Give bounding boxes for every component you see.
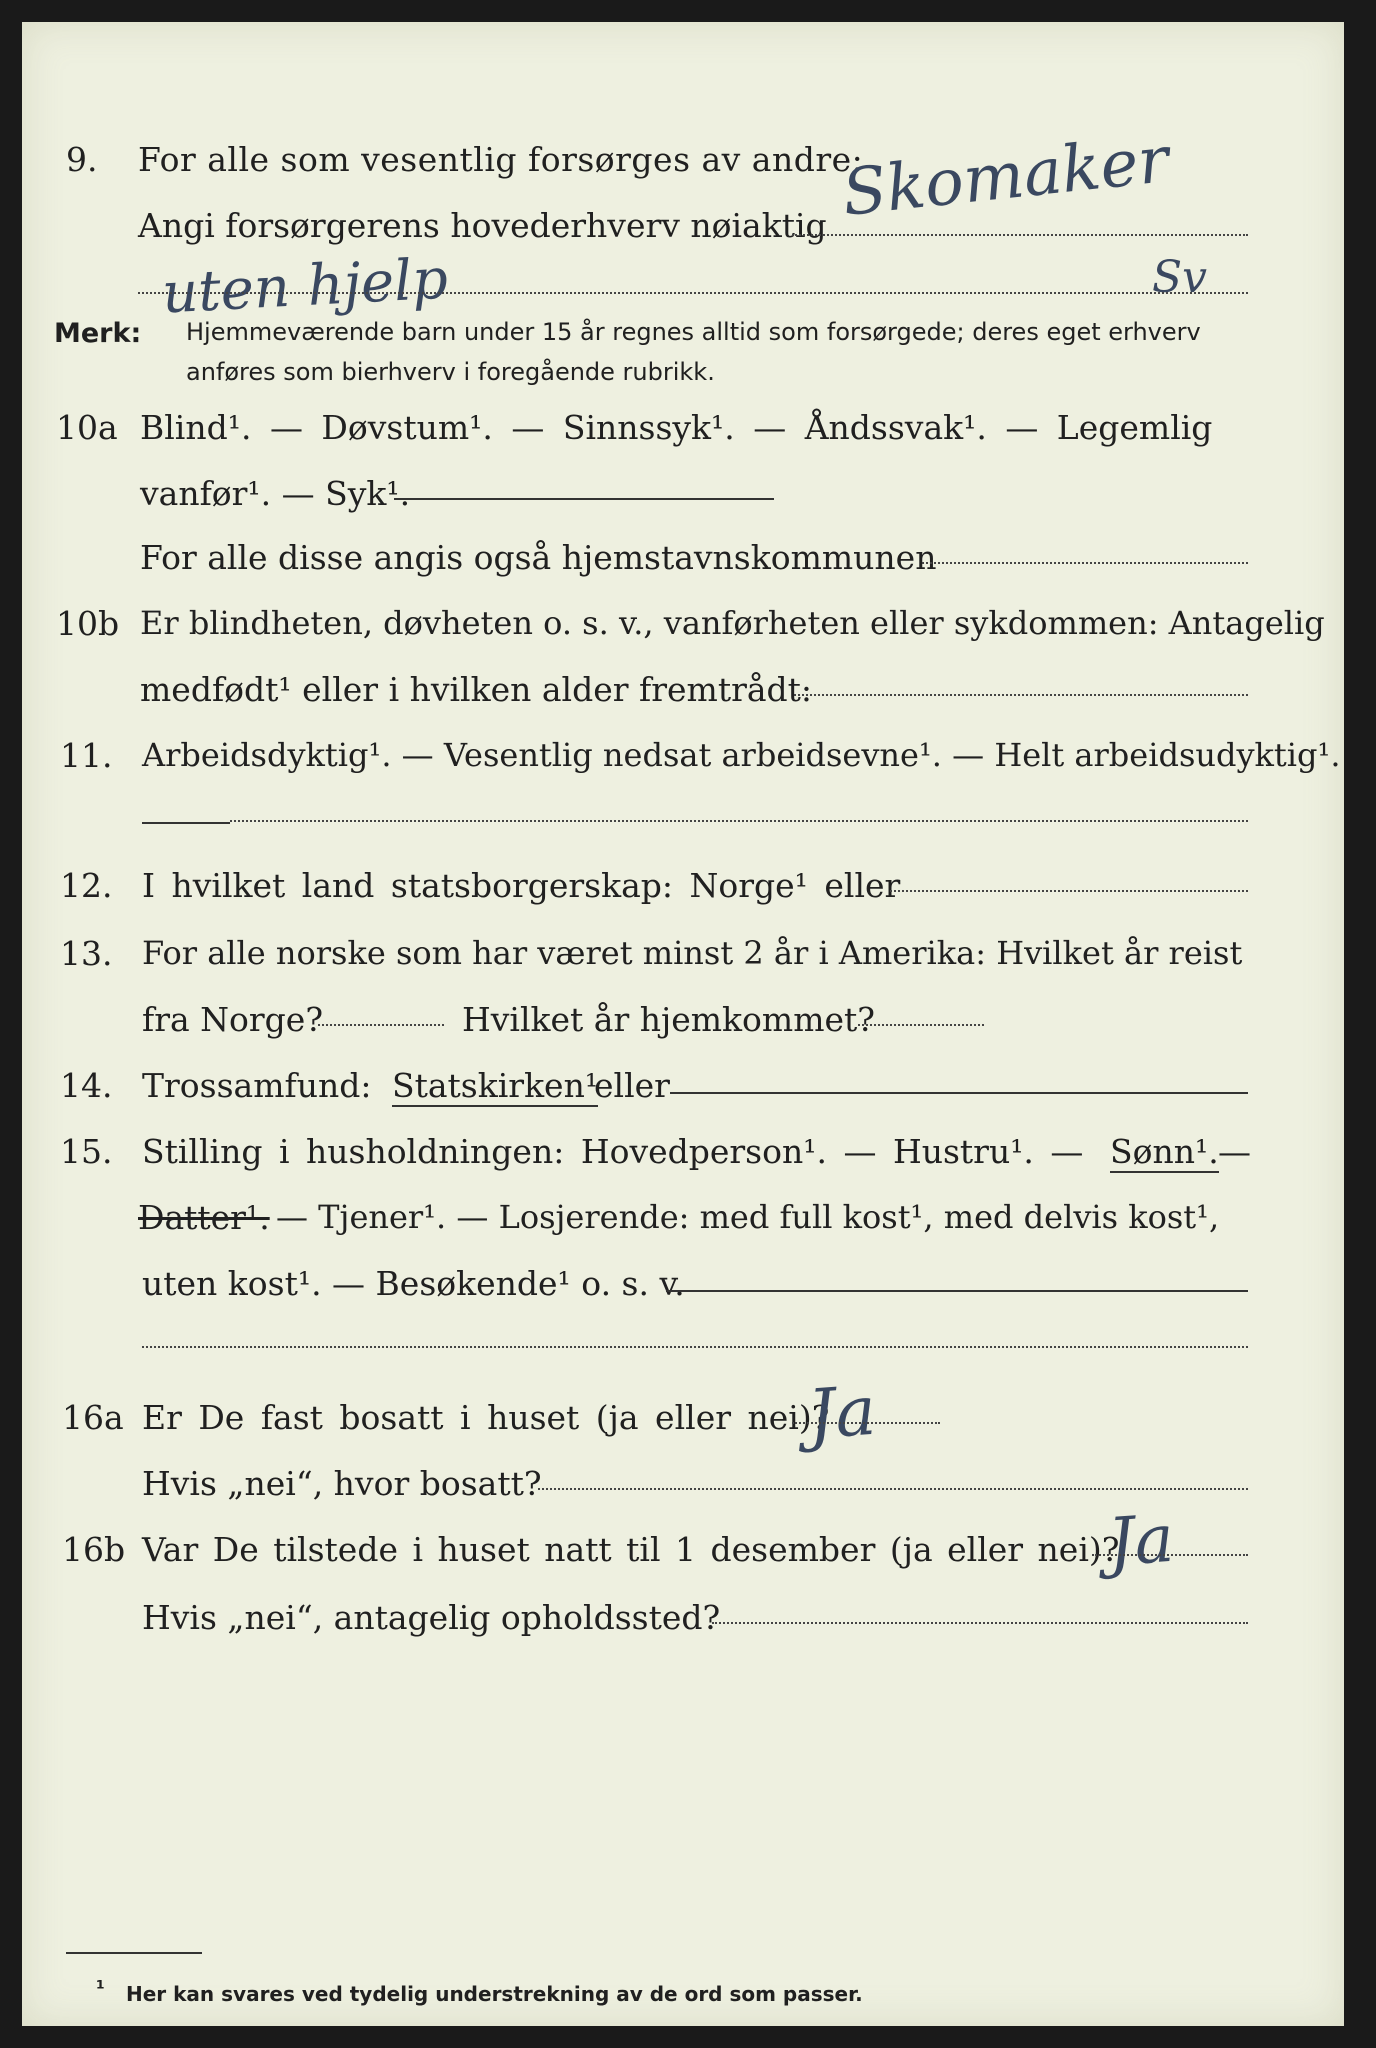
q15-option-sonn: Sønn¹. <box>1110 1132 1219 1171</box>
q10a-number: 10a <box>56 408 118 447</box>
q10b-number: 10b <box>56 604 120 643</box>
q16a-handwritten-answer: Ja <box>805 1371 879 1456</box>
merk-line1: Hjemmeværende barn under 15 år regnes alltid som forsørgede; deres eget erhverv <box>186 318 1201 346</box>
q16b-number: 16b <box>62 1530 126 1569</box>
q15-answer-line <box>666 1290 1248 1292</box>
q10b-line2: medfødt¹ eller i hvilken alder fremtrådt: <box>140 670 813 709</box>
q10b-answer-line <box>794 694 1248 696</box>
q16b-line2: Hvis „nei“, antagelig opholdssted? <box>142 1598 721 1637</box>
q9-handwritten-initials: Sv <box>1152 252 1207 303</box>
q10b-line1: Er blindheten, døvheten o. s. v., vanførheten eller sykdommen: Antagelig <box>140 604 1325 642</box>
q9-answer-line-2 <box>138 292 1248 294</box>
q13-line2a: fra Norge? <box>142 1000 324 1039</box>
q9-line2: Angi forsørgerens hovederhverv nøiaktig <box>138 206 827 245</box>
q9-handwritten-occupation: Skomaker <box>839 123 1173 231</box>
q16b-line1: Var De tilstede i huset natt til 1 desember (ja eller nei)? <box>142 1530 1120 1569</box>
footnote-mark: ¹ <box>96 1976 105 2000</box>
q16a-residence-line <box>538 1488 1248 1490</box>
q14-label: Trossamfund: <box>142 1066 372 1105</box>
footnote-text: Her kan svares ved tydelig understrekning av de ord som passer. <box>126 1982 863 2006</box>
q13-year-returned-line <box>858 1024 984 1026</box>
q14-number: 14. <box>60 1066 113 1105</box>
q14-tail: eller <box>594 1066 670 1105</box>
q15-line1a: Stilling i husholdningen: Hovedperson¹. — Hustru¹. — <box>142 1132 1084 1171</box>
merk-label: Merk: <box>54 318 142 349</box>
q16b-whereabouts-line <box>712 1622 1248 1624</box>
q9-answer-line-1 <box>792 234 1248 236</box>
q14-answer-line <box>670 1092 1248 1094</box>
q16a-line2: Hvis „nei“, hvor bosatt? <box>142 1464 542 1503</box>
footnote-separator <box>66 1952 202 1954</box>
merk-line2: anføres som bierhverv i foregående rubrikk. <box>186 358 715 386</box>
q10a-home-municipality-line <box>922 562 1248 564</box>
q12-line1: I hvilket land statsborgerskap: Norge¹ eller <box>142 866 901 905</box>
q16b-answer-line <box>1092 1554 1248 1556</box>
q10a-answer-line <box>394 498 774 500</box>
q12-number: 12. <box>60 866 113 905</box>
q16a-number: 16a <box>62 1398 124 1437</box>
q13-year-left-line <box>318 1024 444 1026</box>
q14-option-statskirken: Statskirken¹ <box>392 1066 599 1105</box>
q15-dash: — <box>1218 1132 1251 1171</box>
q16a-answer-line <box>792 1422 940 1424</box>
q9-line1: For alle som vesentlig forsørges av andre: <box>138 140 864 179</box>
q15-number: 15. <box>60 1132 113 1171</box>
q15-line2b: — Tjener¹. — Losjerende: med full kost¹, med delvis kost¹, <box>276 1198 1220 1236</box>
q11-number: 11. <box>60 736 113 775</box>
q10a-line3: For alle disse angis også hjemstavnskommunen <box>140 538 937 577</box>
q16a-line1: Er De fast bosatt i huset (ja eller nei)? <box>142 1398 830 1437</box>
q11-answer-line-start <box>142 822 230 824</box>
q12-answer-line <box>890 890 1248 892</box>
q15-option-datter: Datter¹. <box>138 1198 270 1237</box>
q9-number: 9. <box>66 140 98 179</box>
q13-line2b: Hvilket år hjemkommet? <box>462 1000 875 1039</box>
q13-number: 13. <box>60 934 113 973</box>
q10a-line2: vanfør¹. — Syk¹. <box>140 474 411 513</box>
q15-answer-line-2 <box>142 1346 1248 1348</box>
q16b-handwritten-answer: Ja <box>1105 1499 1177 1582</box>
q9-handwritten-note: uten hjelp <box>160 246 450 327</box>
census-form-page <box>22 22 1344 2026</box>
q11-line1: Arbeidsdyktig¹. — Vesentlig nedsat arbeidsevne¹. — Helt arbeidsudyktig¹. <box>142 736 1341 774</box>
q13-line1: For alle norske som har været minst 2 år i Amerika: Hvilket år reist <box>142 934 1243 972</box>
q11-answer-line <box>230 820 1248 822</box>
q15-line3: uten kost¹. — Besøkende¹ o. s. v. <box>142 1264 685 1303</box>
q10a-line1: Blind¹. — Døvstum¹. — Sinnssyk¹. — Åndssvak¹. — Legemlig <box>140 408 1213 447</box>
